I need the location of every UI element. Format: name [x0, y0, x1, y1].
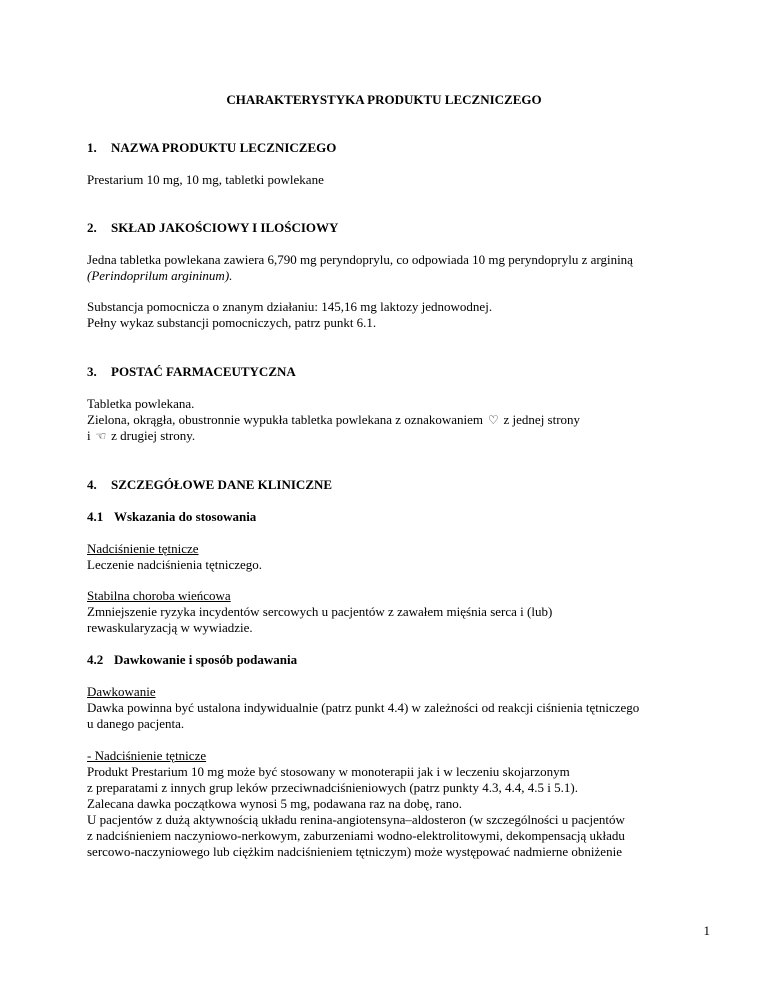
dosage-paragraph-line-2: z preparatami z innych grup leków przeciwnadciśnieniowych (patrz punkty 4.3, 4.4, 4.5 i 5.1).: [87, 780, 578, 795]
dosage-line-2: u danego pacjenta.: [87, 716, 185, 731]
section-4-1-heading: [87, 509, 256, 525]
dosage-paragraph-line-6: sercowo-naczyniowego lub ciężkim nadciśnieniem tętniczym) może występować nadmierne obniżenie: [87, 844, 622, 859]
dosage-paragraph-line-1: Produkt Prestarium 10 mg może być stosowany w monoterapii jak i w leczeniu skojarzonym: [87, 764, 570, 779]
form-line-3: i ☜ z drugiej strony.: [87, 428, 196, 443]
section-1-number: 1.: [87, 140, 97, 155]
section-4-title: SZCZEGÓŁOWE DANE KLINICZNE: [111, 477, 333, 492]
indication-hypertension-text: Leczenie nadciśnienia tętniczego.: [87, 557, 263, 572]
dosage-paragraph-line-5: z nadciśnieniem naczyniowo-nerkowym, zaburzeniami wodno-elektrolitowymi, dekompensacją układu: [87, 828, 625, 843]
pointing-hand-icon: ☜: [95, 429, 107, 443]
dosage-label: Dawkowanie: [87, 684, 156, 699]
section-3-title: POSTAĆ FARMACEUTYCZNA: [111, 364, 296, 379]
dosage-paragraph-line-3: Zalecana dawka początkowa wynosi 5 mg, podawana raz na dobę, rano.: [87, 796, 463, 811]
section-4-2-number: 4.2: [87, 652, 104, 667]
section-4-2-title: Dawkowanie i sposób podawania: [114, 652, 298, 667]
product-name-text: Prestarium 10 mg, 10 mg, tabletki powlekane: [87, 172, 324, 187]
section-4-heading: [87, 477, 332, 493]
section-2-title: SKŁAD JAKOŚCIOWY I ILOŚCIOWY: [111, 220, 339, 235]
page-number: 1: [703, 923, 710, 938]
dosage-paragraph-line-4: U pacjentów z dużą aktywnością układu renina-angiotensyna–aldosteron (w szczególności u pacjentów: [87, 812, 625, 827]
section-1-title: NAZWA PRODUKTU LECZNICZEGO: [111, 140, 337, 155]
composition-line-1: Jedna tabletka powlekana zawiera 6,790 mg peryndoprylu, co odpowiada 10 mg peryndoprylu z argininą: [87, 252, 633, 267]
section-3-number: 3.: [87, 364, 97, 379]
indication-cad-label: Stabilna choroba wieńcowa: [87, 588, 231, 603]
form-line-2: Zielona, okrągła, obustronnie wypukła tabletka powlekana z oznakowaniem ♡ z jednej strony: [87, 412, 581, 427]
heart-icon: ♡: [487, 413, 499, 427]
form-line-1: Tabletka powlekana.: [87, 396, 195, 411]
section-2-number: 2.: [87, 220, 97, 235]
section-4-1-title: Wskazania do stosowania: [114, 509, 257, 524]
composition-line-2: (Perindoprilum argininum).: [87, 268, 233, 283]
dosage-hypertension-label: - Nadciśnienie tętnicze: [87, 748, 207, 763]
section-1-heading: [87, 140, 336, 156]
indication-hypertension-label: Nadciśnienie tętnicze: [87, 541, 199, 556]
section-2-heading: [87, 220, 338, 236]
section-4-2-heading: [87, 652, 297, 668]
section-3-heading: [87, 364, 296, 380]
indication-cad-line-2: rewaskularyzacją w wywiadzie.: [87, 620, 253, 635]
section-4-number: 4.: [87, 477, 97, 492]
excipient-reference-line: Pełny wykaz substancji pomocniczych, patrz punkt 6.1.: [87, 315, 377, 330]
section-4-1-number: 4.1: [87, 509, 104, 524]
excipient-line: Substancja pomocnicza o znanym działaniu: 145,16 mg laktozy jednowodnej.: [87, 299, 493, 314]
dosage-line-1: Dawka powinna być ustalona indywidualnie (patrz punkt 4.4) w zależności od reakcji ciśnienia tętniczego: [87, 700, 640, 715]
document-title: CHARAKTERYSTYKA PRODUKTU LECZNICZEGO: [226, 92, 542, 107]
indication-cad-line-1: Zmniejszenie ryzyka incydentów sercowych u pacjentów z zawałem mięśnia serca i (lub): [87, 604, 553, 619]
